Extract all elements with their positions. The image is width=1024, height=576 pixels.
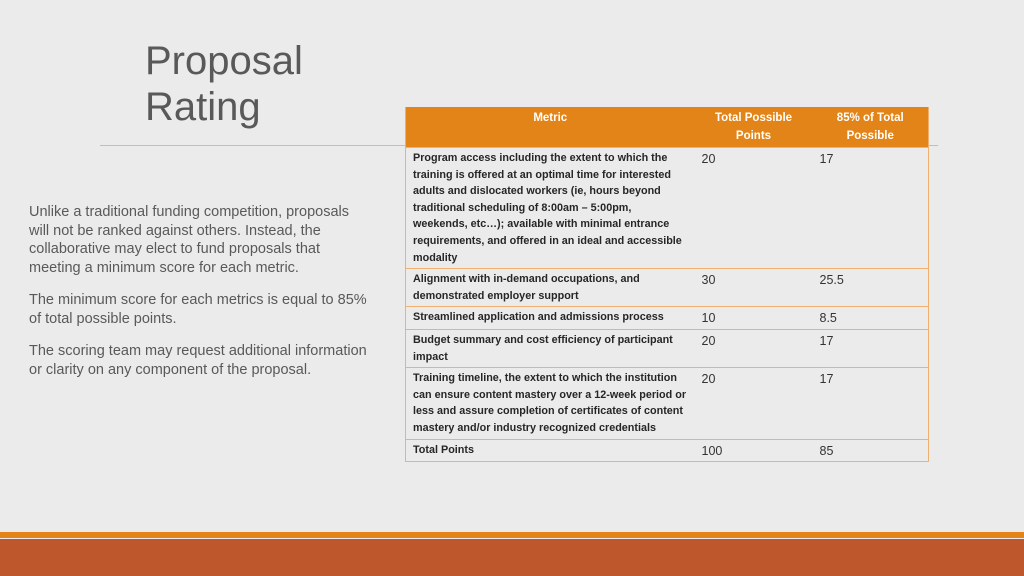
paragraph-1: Unlike a traditional funding competition, proposals will not be ranked against others. Instead, the collaborative may elect to fund proposals that meeting a minimum score for each metric. (29, 204, 349, 276)
footer-bar (0, 539, 1024, 576)
paragraph-2: The minimum score for each metrics is equal to 85% of total possible points. (29, 292, 367, 327)
footer-accent-line (0, 532, 1024, 538)
table-row (406, 307, 929, 330)
paragraph-3: The scoring team may request additional information or clarity on any component of the proposal. (29, 343, 367, 378)
metric-cell: Alignment with in-demand occupations, and demonstrated employer support (406, 269, 695, 307)
total-cell: 20 (695, 368, 813, 439)
table-header-row (406, 107, 929, 148)
body-text (29, 203, 369, 393)
header-85-percent: 85% of Total Possible (813, 107, 929, 148)
metric-cell: Streamlined application and admissions process (406, 307, 695, 330)
header-metric: Metric (406, 107, 695, 148)
title-line-1: Proposal (145, 39, 303, 83)
header-total-possible: Total Possible Points (695, 107, 813, 148)
table-row (406, 368, 929, 439)
total-cell: 20 (695, 148, 813, 269)
table-row-total (406, 439, 929, 462)
pct85-cell: 85 (813, 439, 929, 462)
table-row (406, 148, 929, 269)
total-cell: 10 (695, 307, 813, 330)
metric-cell: Program access including the extent to which the training is offered at an optimal time for interested adults and dislocated workers (ie, hours beyond traditional scheduling of 8:00am – 5:00pm, weekends, etc…); available with minimal entrance requirements, and offered in an ideal and accessible modality (406, 148, 695, 269)
pct85-cell: 25.5 (813, 269, 929, 307)
table-row (406, 329, 929, 367)
metrics-table (405, 107, 929, 462)
table-row (406, 269, 929, 307)
metric-cell: Budget summary and cost efficiency of participant impact (406, 329, 695, 367)
title-line-2: Rating (145, 85, 261, 129)
pct85-cell: 8.5 (813, 307, 929, 330)
slide-title (145, 38, 303, 130)
pct85-cell: 17 (813, 148, 929, 269)
pct85-cell: 17 (813, 368, 929, 439)
metric-cell: Total Points (406, 439, 695, 462)
pct85-cell: 17 (813, 329, 929, 367)
total-cell: 100 (695, 439, 813, 462)
metric-cell: Training timeline, the extent to which the institution can ensure content mastery over a 12-week period or less and assure completion of certificates of content mastery and/or industry recognized credentials (406, 368, 695, 439)
total-cell: 20 (695, 329, 813, 367)
total-cell: 30 (695, 269, 813, 307)
